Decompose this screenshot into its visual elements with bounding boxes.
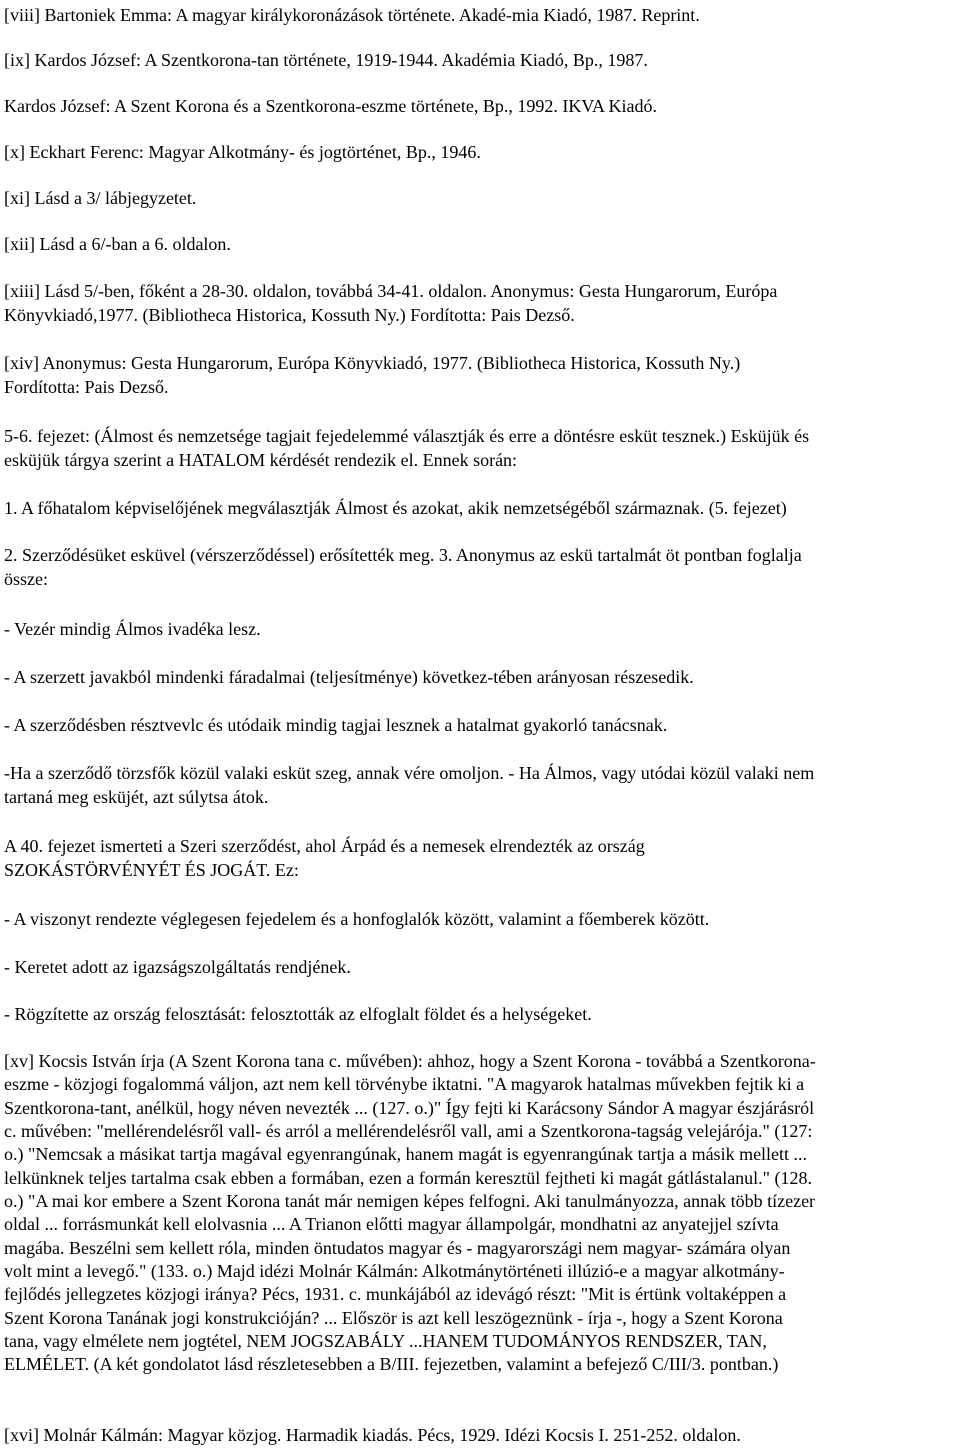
footnote-ix-continued: Kardos József: A Szent Korona és a Szentkorona-eszme története, Bp., 1992. IKVA Kiadó.	[4, 96, 658, 116]
oath-point-2: - A szerzett javakból mindenki fáradalmai (teljesítménye) következ-tében arányosan részesedik.	[4, 667, 694, 687]
footnote-xv-line: Szentkorona-tant, anélkül, hogy néven nevezték ... (127. o.)" Így fejti ki Karácsony Sándor A magyar észjárásról	[4, 1097, 815, 1118]
oath-point-3: - A szerződésben résztvevlc és utódaik mindig tagjai lesznek a hatalmat gyakorló tanácsnak.	[4, 715, 668, 735]
footnote-xv-line: Szent Korona Tanának jogi konstrukcióján? ... Először is azt kell leszögeznünk - írja -, hogy a Szent Korona	[4, 1307, 783, 1328]
footnote-viii: [viii] Bartoniek Emma: A magyar királykoronázások története. Akadé-mia Kiadó, 1987. Reprint.	[4, 5, 700, 25]
footnote-xv-line: o.) "Nemcsak a másikat tartja magával egyenrangúnak, hanem magát is egyenrangúnak tartja a másik mellett ...	[4, 1144, 808, 1165]
footnote-xiii-line: [xiii] Lásd 5/-ben, főként a 28-30. oldalon, továbbá 34-41. oldalon. Anonymus: Gesta Hungarorum, Európa	[4, 281, 778, 301]
footnote-xv-line: eszme - közjogi fogalommá váljon, azt nem kell törvénybe iktatni. "A magyarok hatalmas művekben fejtik ki a	[4, 1074, 805, 1095]
oath-point-1: - Vezér mindig Álmos ivadéka lesz.	[4, 619, 261, 639]
footnote-xiii-line: Könyvkiadó,1977. (Bibliotheca Historica, Kossuth Ny.) Fordította: Pais Dezső.	[4, 305, 575, 325]
oath-point-4-line: tartaná meg esküjét, azt súlytsa átok.	[4, 787, 269, 807]
chapter-40-line: A 40. fejezet ismerteti a Szeri szerződést, ahol Árpád és a nemesek elrendezték az ország	[4, 836, 645, 856]
footnote-xv-line: c. művében: "mellérendelésről vall- és arról a mellérendelésről vall, ami a Szentkorona-tagság velejárója." (127:	[4, 1121, 813, 1142]
footnote-xiv-line: Fordította: Pais Dezső.	[4, 377, 169, 397]
point-2-line: össze:	[4, 569, 48, 589]
footnote-xv-line: volt mint a levegő." (133. o.) Majd idézi Molnár Kálmán: Alkotmánytörténeti illúzió-e a magyar alkotmány-	[4, 1261, 785, 1282]
footnote-xv-line: tana, vagy elmélete nem jogtétel, NEM JOGSZABÁLY ...HANEM TUDOMÁNYOS RENDSZER, TAN,	[4, 1331, 767, 1352]
szer-point-3: - Rögzítette az ország felosztását: felosztották az elfoglalt földet és a helységeket.	[4, 1004, 592, 1024]
point-2-line: 2. Szerződésüket esküvel (vérszerződéssel) erősítették meg. 3. Anonymus az eskü tartalmát öt pontban foglalja	[4, 545, 802, 565]
footnote-xi: [xi] Lásd a 3/ lábjegyzetet.	[4, 188, 197, 208]
szer-point-1: - A viszonyt rendezte véglegesen fejedelem és a honfoglalók között, valamint a főemberek között.	[4, 909, 710, 929]
chapter-5-6-summary	[4, 424, 954, 472]
point-2	[4, 543, 954, 591]
oath-point-4	[4, 761, 954, 809]
oath-point-4-line: -Ha a szerződő törzsfők közül valaki esküt szeg, annak vére omoljon. - Ha Álmos, vagy utódai közül valaki nem	[4, 763, 815, 783]
footnote-xv	[4, 1050, 954, 1377]
footnote-xii: [xii] Lásd a 6/-ban a 6. oldalon.	[4, 234, 231, 254]
chapter-5-6-line: 5-6. fejezet: (Álmost és nemzetsége tagjait fejedelemmé választják és erre a döntésre esküt tesznek.) Esküjük és	[4, 426, 810, 446]
footnote-xv-line: oldal ... forrásmunkát kell elolvasnia ... A Trianon előtti magyar állampolgár, mondhatni az anyatejjel szívta	[4, 1214, 779, 1235]
footnote-ix: [ix] Kardos József: A Szentkorona-tan története, 1919-1944. Akadémia Kiadó, Bp., 1987.	[4, 50, 648, 70]
szer-point-2: - Keretet adott az igazságszolgáltatás rendjének.	[4, 957, 351, 977]
footnote-xvi: [xvi] Molnár Kálmán: Magyar közjog. Harmadik kiadás. Pécs, 1929. Idézi Kocsis I. 251-252. oldalon.	[4, 1425, 741, 1445]
chapter-40-summary	[4, 834, 954, 882]
footnote-xv-line: fejlődés jellegzetes közjogi iránya? Pécs, 1931. c. munkájából az idevágó részt: "Mit is értünk voltaképpen a	[4, 1284, 787, 1305]
footnote-xiv-line: [xiv] Anonymus: Gesta Hungarorum, Európa Könyvkiadó, 1977. (Bibliotheca Historica, Kossuth Ny.)	[4, 353, 741, 373]
footnote-xv-line: ELMÉLET. (A két gondolatot lásd részletesebben a B/III. fejezetben, valamint a befejező C/III/3. pontban.)	[4, 1354, 779, 1375]
footnote-xv-line: [xv] Kocsis István írja (A Szent Korona tana c. művében): ahhoz, hogy a Szent Korona - továbbá a Szentkorona-	[4, 1051, 816, 1071]
footnote-xv-line: o.) "A mai kor embere a Szent Korona tanát már nemigen képes felfogni. Aki tanulmányozza, annak több tízezer	[4, 1191, 816, 1212]
footnote-x: [x] Eckhart Ferenc: Magyar Alkotmány- és jogtörténet, Bp., 1946.	[4, 142, 481, 162]
chapter-40-line: SZOKÁSTÖRVÉNYÉT ÉS JOGÁT. Ez:	[4, 860, 299, 880]
footnote-xiii	[4, 279, 954, 327]
chapter-5-6-line: esküjük tárgya szerint a HATALOM kérdését rendezik el. Ennek során:	[4, 450, 518, 470]
point-1: 1. A főhatalom képviselőjének megválasztják Álmost és azokat, akik nemzetségéből származnak. (5. fejezet)	[4, 498, 787, 518]
footnote-xv-line: lelkünknek teljes tartalma csak ebben a formában, ezen a formán keresztül fejtheti ki magát gátlástalanul." (128.	[4, 1167, 813, 1188]
footnote-xiv	[4, 351, 954, 399]
footnote-xv-line: magába. Beszélni sem kellett róla, minden öntudatos magyar és - magyarországi nem magyar- számára olyan	[4, 1237, 791, 1258]
